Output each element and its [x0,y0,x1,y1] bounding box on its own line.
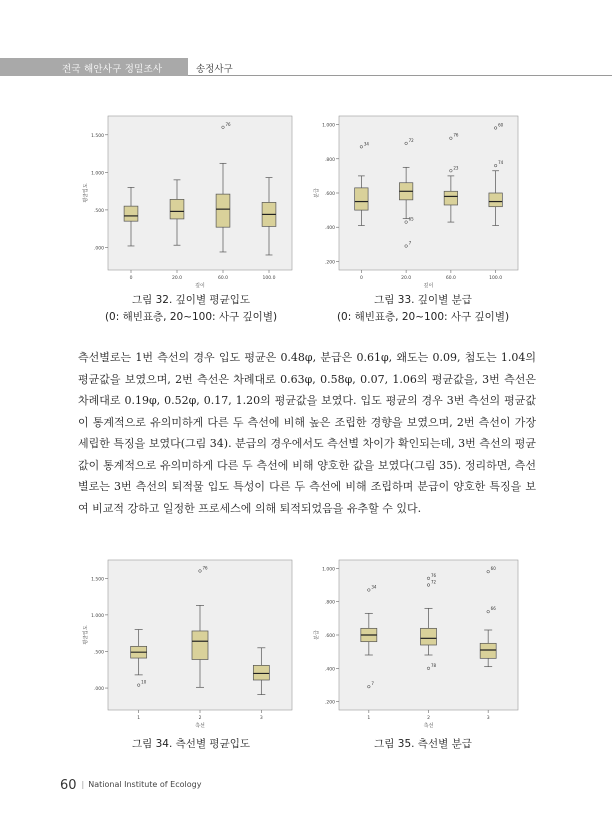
box-iqr [444,191,457,205]
x-tick-label: 2 [427,716,430,721]
box-iqr [355,188,368,210]
x-tick-label: 3 [486,716,490,721]
y-tick-label: 1.500 [91,133,104,139]
boxplot-fig32 [82,112,300,292]
x-tick-label: 0 [129,276,133,281]
outlier-label: 60 [498,122,504,128]
x-tick-label: 1 [367,716,371,721]
box-iqr [170,199,184,219]
outlier-label: 34 [371,584,377,590]
box-iqr [124,206,138,221]
outlier-label: 76 [431,572,437,578]
body-paragraph-block [78,347,536,519]
box-iqr [216,194,230,227]
x-tick-label: 60.0 [217,276,229,281]
x-axis-label: 측선 [423,723,434,729]
caption-fig34-title: 그림 34. 측선별 평균입도 [132,738,250,750]
outlier-label: 76 [453,132,459,138]
y-tick-label: 1.000 [91,613,104,619]
header-tab [0,58,188,76]
plot-area [108,116,292,270]
y-axis-label: 분급 [314,630,320,640]
caption-fig35 [318,736,528,753]
x-axis-label: 측선 [195,723,205,729]
caption-fig34 [86,736,296,753]
running-header [0,58,612,76]
chart-fig33 [313,112,526,292]
x-tick-label: 2 [198,716,202,721]
outlier-label: 74 [498,160,504,166]
caption-fig32 [86,292,296,326]
x-tick-label: 60.0 [445,276,456,281]
y-tick-label: .200 [324,700,335,706]
outlier-label: 60 [490,566,496,572]
box-iqr [253,665,269,680]
caption-fig33 [318,292,528,326]
box-iqr [480,643,496,658]
outlier-label: 78 [431,662,437,668]
page-footer [60,778,201,793]
y-tick-label: .500 [93,650,104,656]
caption-fig33-subtitle: (0: 해빈표층, 20~100: 사구 깊이별) [336,311,510,323]
x-tick-label: 20.0 [171,276,183,281]
x-tick-label: 3 [259,716,263,721]
chart-fig35 [313,556,526,732]
header-section-title: 송정사구 [196,64,233,75]
x-tick-label: 20.0 [401,276,412,281]
caption-fig33-title: 그림 33. 깊이별 분급 [374,294,472,306]
outlier-label: 66 [490,606,496,612]
y-axis-label: 평균입도 [83,625,89,645]
chart-fig32 [82,112,300,292]
outlier-label: 76 [225,121,231,127]
y-tick-label: .600 [324,634,335,639]
y-tick-label: .800 [324,600,335,606]
y-tick-label: 1.000 [91,171,104,177]
footer-separator: | [81,780,85,789]
outlier-label: 7 [408,240,412,246]
caption-fig32-subtitle: (0: 해빈표층, 20~100: 사구 깊이별) [104,311,278,323]
y-tick-label: 1.000 [322,567,335,573]
x-tick-label: 100.0 [262,276,276,281]
outlier-label: 23 [453,165,459,171]
outlier-label: 34 [363,141,369,147]
y-tick-label: .400 [324,667,335,673]
x-tick-label: 100.0 [489,276,503,281]
y-tick-label: .600 [324,192,335,197]
y-tick-label: .000 [93,687,104,693]
y-tick-label: 1.000 [322,123,335,129]
y-tick-label: .000 [93,246,104,252]
boxplot-fig35 [313,556,526,732]
outlier-label: 65 [408,216,414,222]
y-tick-label: .200 [324,260,335,266]
caption-fig32-title: 그림 32. 깊이별 평균입도 [132,294,250,306]
body-paragraph: 측선별로는 1번 측선의 경우 입도 평균은 0.48φ, 분급은 0.61φ, 왜도는 0.09, 첨도는 1.04의 평균값을 보였으며, 2번 측선은 차례대로 0.63φ, 0.58φ, 0.07, 1.06의 평균값을, 3번 측선은 차례대로 0.19φ, 0.52φ, 0.17, 1.20의 평균값을 보였다. 입도 평균의 경우 3번 측선의 평균값이 통계적으로 유의미하게 다른 두 측선에 비해 높은 조립한 경향을 보였으며, 2번 측선이 가장 세립한 특징을 보였다(그림 34). 분급의 경우에서도 측선별 차이가 확인되는데, 3번 측선의 평균값이 통계적으로 유의미하게 다른 두 측선에 비해 양호한 값을 보였다(그림 35). 정리하면, 측선별로는 3번 측선의 퇴적물 입도 특성이 다른 두 측선에 비해 조립하며 분급이 양호한 특징을 보여 비교적 강하고 일정한 프로세스에 의해 퇴적되었음을 유추할 수 있다. [78,351,536,515]
footer-institute: National Institute of Ecology [88,780,202,789]
x-tick-label: 1 [137,716,141,721]
outlier-label: 72 [431,579,437,585]
x-tick-label: 0 [359,276,363,281]
box-iqr [192,631,208,660]
outlier-label: 10 [141,679,147,685]
y-axis-label: 분급 [314,188,320,198]
outlier-label: 7 [371,681,374,687]
boxplot-fig34 [82,556,300,732]
y-tick-label: .800 [324,157,335,163]
y-tick-label: .400 [324,226,335,232]
header-rule [188,75,612,76]
outlier-label: 76 [202,565,208,571]
y-axis-label: 평균입도 [83,183,89,203]
chart-fig34 [82,556,300,732]
box-iqr [421,628,437,645]
caption-fig35-title: 그림 35. 측선별 분급 [374,738,472,750]
x-axis-label: 깊이 [195,283,205,289]
page-number: 60 [60,778,77,793]
x-axis-label: 깊이 [423,283,434,289]
box-iqr [489,193,502,207]
outlier-label: 72 [408,137,414,143]
boxplot-fig33 [313,112,526,292]
header-series-title: 전국 해안사구 정밀조사 [62,64,163,75]
y-tick-label: 1.500 [91,577,104,583]
y-tick-label: .500 [93,208,104,214]
